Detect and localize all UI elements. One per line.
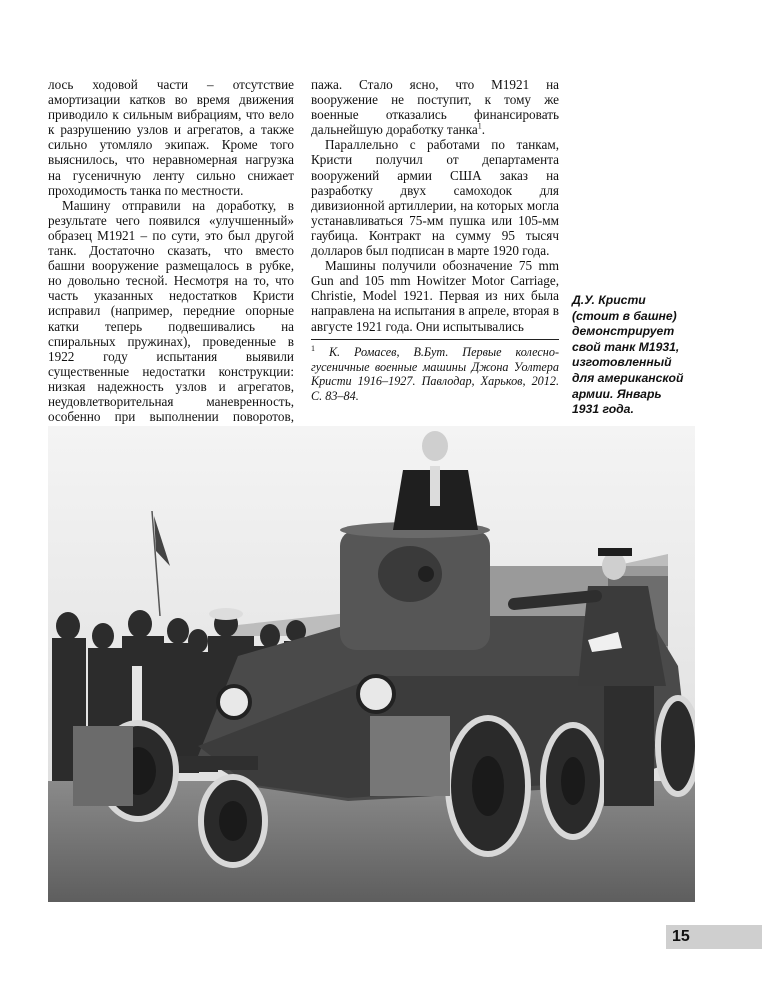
footnote-divider bbox=[311, 339, 559, 340]
footnote bbox=[311, 345, 559, 403]
paragraph: пажа. Стало ясно, что М1921 на вооружение не поступит, к тому же военные отказались финансировать дальнейшую доработку танка$^1$. bbox=[311, 77, 559, 138]
text-column-left bbox=[48, 77, 294, 439]
page-number: 15 bbox=[672, 928, 690, 945]
footnote-reference: 1 bbox=[477, 121, 482, 131]
photo-christie-tank bbox=[48, 426, 695, 902]
paragraph: Параллельно с работами по танкам, Кристи получил от департамента вооружений армии США заказ на разработку двух самоходок для дивизионной артиллерии, на которых могла устанавливаться 75-мм пушка или 105-мм гаубица. Контракт на сумму 95 тысяч долларов был подписан в марте 1920 года. bbox=[311, 137, 559, 259]
photo-caption: Д.У. Кристи (стоит в башне) демонстрирует свой танк М1931, изготовленный для американской армии. Январь 1931 года. bbox=[572, 293, 684, 417]
paragraph: Машину отправили на доработку, в результате чего появился «улучшенный» образец М1921 – по сути, это был другой танк. Достаточно сказать, что вместо башни вооружение размещалось в рубке, но довольно тесной. Несмотря на то, что часть указанных недостатков Кристи исправил (например, передние опорные катки теперь подвешивались на спиральных пружинах), проведенные в 1922 году испытания выявили существенные недостатки конструкции: низкая надежность узлов и агрегатов, неудовлетворительная маневренность, особенно при выполнении поворотов, bbox=[48, 197, 294, 425]
text-column-middle bbox=[311, 77, 559, 334]
paragraph: Машины получили обозначение 75 mm Gun and 105 mm Howitzer Motor Carriage, Christie, Model 1921. Первая из них была направлена на испытания в апреле, вторая в августе 1921 года. Они испытывались bbox=[311, 258, 559, 334]
footnote-text: К. Ромасев, В.Бут. Первые колесно-гусеничные военные машины Джона Уолтера Кристи 1916–1927. Павлодар, Харьков, 2012. С. 83–84. bbox=[311, 345, 559, 403]
footnote-marker: 1 bbox=[311, 343, 315, 353]
paragraph: лось ходовой части – отсутствие амортизации катков во время движения приводило к сильным вибрациям, что вело к разрушению узлов и агрегатов, а также сильно утомляло экипаж. Кроме того выяснилось, что неравномерная нагрузка на гусеничную ленту сильно снижает проходимость танка по местности. bbox=[48, 77, 294, 198]
paragraph-text: пажа. Стало ясно, что М1921 на вооружение не поступит, к тому же военные отказались финансировать дальнейшую доработку танка bbox=[311, 77, 559, 138]
page-number-box bbox=[666, 925, 762, 949]
